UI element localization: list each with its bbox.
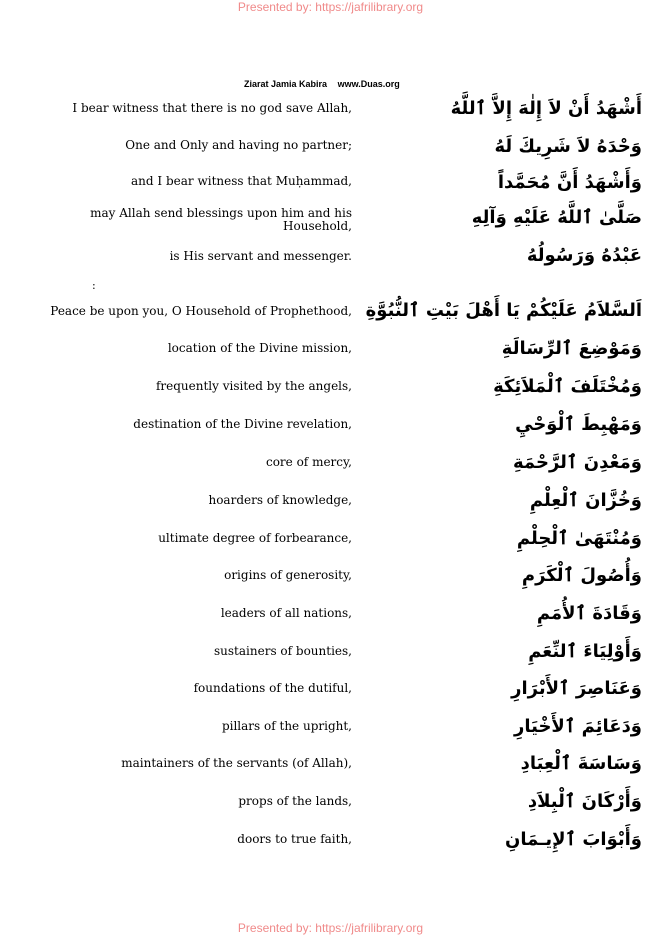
arabic-verse: صَلَّىٰ ٱللَّهُ عَلَيْهِ وَآلِهِ [471,207,642,228]
english-translation: I bear witness that there is no god save Allah, [72,101,352,115]
arabic-verse: أَشْهَدُ أَنْ لاَ إِلٰهَ إِلاَّ ٱللَّهُ [450,98,642,119]
english-translation: leaders of all nations, [220,606,352,620]
arabic-verse: وَمَوْضِعَ ٱلرِّسَالَةِ [501,338,642,359]
arabic-verse: وَأَبْوَابَ ٱلإِيـمَانِ [505,829,642,850]
english-translation: is His servant and messenger. [169,249,352,263]
english-translation: destination of the Divine revelation, [133,417,352,431]
arabic-verse: وَسَاسَةَ ٱلْعِبَادِ [520,753,642,774]
arabic-verse: وَمَهْبِطَ ٱلْوَحْيِ [515,414,642,435]
arabic-verse: وَمُنْتَهَىٰ ٱلْحِلْمِ [516,528,642,549]
arabic-verse: وَأُصُولَ ٱلْكَرَمِ [521,565,642,586]
header-title: Ziarat Jamia Kabira [244,79,328,89]
watermark-bottom[interactable]: Presented by: https://jafrilibrary.org [237,921,424,935]
english-translation: foundations of the dutiful, [193,681,352,695]
english-translation: and I bear witness that Muḥammad, [131,174,352,188]
arabic-verse: اَلسَّلاَمُ عَلَيْكُمْ يَا أَهْلَ بَيْتِ ٱلنُّبُوَّةِ [365,300,642,321]
arabic-verse: وَخُزَّانَ ٱلْعِلْمِ [529,490,642,511]
arabic-verse: وَقَادَةَ ٱلأُمَمِ [536,603,642,624]
arabic-verse: عَبْدُهُ وَرَسُولُهُ [526,245,642,266]
english-translation: origins of generosity, [224,568,352,582]
arabic-verse: وَمَعْدِنَ ٱلرَّحْمَةِ [513,452,642,473]
english-translation: frequently visited by the angels, [155,379,352,393]
english-translation: ultimate degree of forbearance, [158,531,352,545]
english-translation: location of the Divine mission, [167,341,352,355]
english-translation: pillars of the upright, [221,719,352,733]
english-translation: core of mercy, [265,455,352,469]
arabic-verse: وَأَشْهَدُ أَنَّ مُحَمَّداً [497,172,642,193]
english-translation: props of the lands, [238,794,352,808]
english-translation: hoarders of knowledge, [208,493,352,507]
english-translation: One and Only and having no partner; [125,138,352,152]
section-separator: : [92,279,96,292]
arabic-verse: وَأَرْكَانَ ٱلْبِلاَدِ [527,791,642,812]
arabic-verse: وَدَعَائِمَ ٱلأَخْيَارِ [513,716,642,737]
english-translation: maintainers of the servants (of Allah), [121,756,352,770]
arabic-verse: وَأَوْلِيَاءَ ٱلنِّعَمِ [528,641,642,662]
watermark-top[interactable]: Presented by: https://jafrilibrary.org [237,0,424,14]
page-header [244,79,400,89]
arabic-verse: وَمُخْتَلَفَ ٱلْمَلاَئِكَةِ [493,376,642,397]
header-site: www.Duas.org [337,79,400,89]
arabic-verse: وَحْدَهُ لاَ شَرِيكَ لَهُ [494,136,642,157]
english-translation: may Allah send blessings upon him and his Household, [90,206,352,233]
english-translation: Peace be upon you, O Household of Prophethood, [50,304,352,318]
english-translation: sustainers of bounties, [214,644,352,658]
arabic-verse: وَعَنَاصِرَ ٱلأَبْرَارِ [511,678,642,699]
english-translation: doors to true faith, [237,832,352,846]
